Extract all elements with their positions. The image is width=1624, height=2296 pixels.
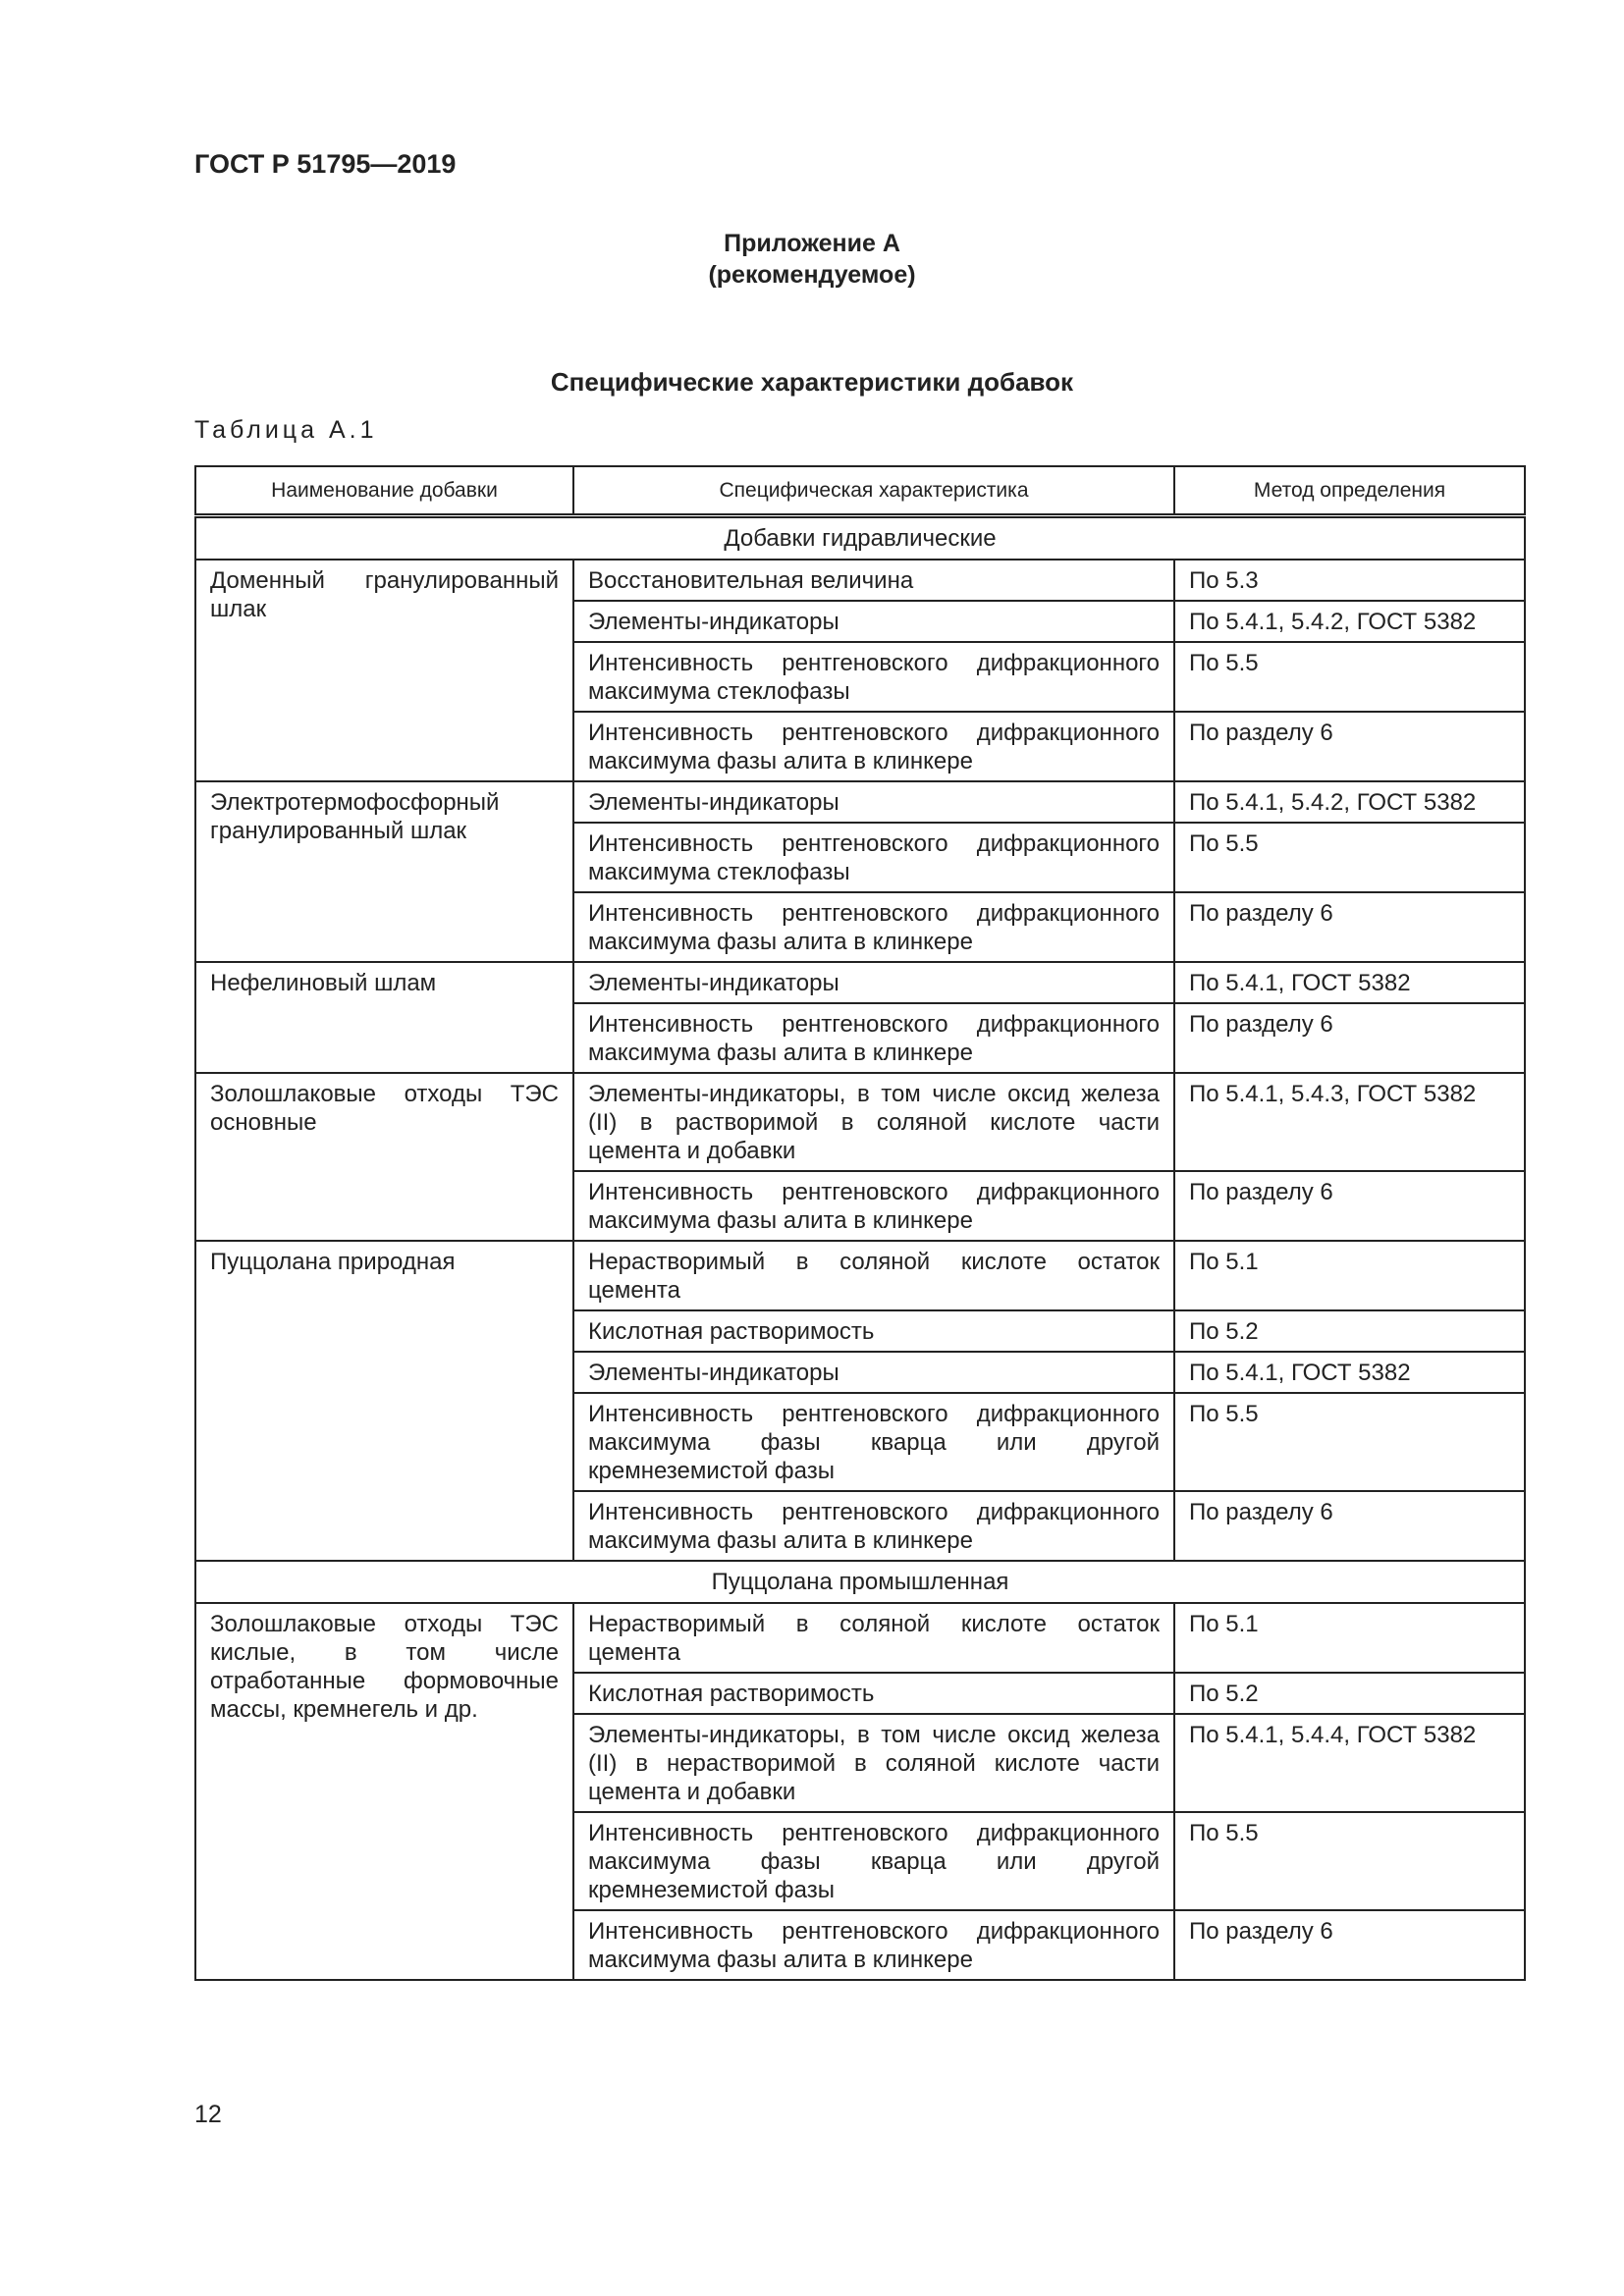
section-title: Специфические характеристики добавок (550, 367, 1074, 397)
method-cell: По 5.2 (1174, 1673, 1525, 1714)
table-header-row (195, 466, 1525, 516)
characteristic-cell: Кислотная растворимость (573, 1310, 1174, 1352)
characteristic-cell: Элементы-индикаторы (573, 601, 1174, 642)
characteristic-cell: Интенсивность рентгеновского дифракционного максимума стеклофазы (573, 823, 1174, 892)
table-row (195, 1241, 1525, 1310)
column-header-characteristic: Специфическая характеристика (573, 466, 1174, 516)
method-cell: По разделу 6 (1174, 712, 1525, 781)
method-cell: По разделу 6 (1174, 1003, 1525, 1073)
annex-title: Приложение А (724, 230, 900, 257)
table-body (195, 516, 1525, 1981)
page-number: 12 (194, 2101, 222, 2128)
characteristic-cell: Элементы-индикаторы (573, 781, 1174, 823)
method-cell: По разделу 6 (1174, 892, 1525, 962)
characteristic-cell: Элементы-индикаторы, в том числе оксид железа (II) в растворимой в соляной кислоте части цемента и добавки (573, 1073, 1174, 1171)
group-title: Добавки гидравлические (195, 516, 1525, 561)
characteristic-cell: Восстановительная величина (573, 560, 1174, 601)
table-row (195, 560, 1525, 601)
characteristic-cell: Интенсивность рентгеновского дифракционного максимума фазы алита в клинкере (573, 712, 1174, 781)
column-header-additive-name: Наименование добавки (195, 466, 573, 516)
characteristic-cell: Нерастворимый в соляной кислоте остаток цемента (573, 1603, 1174, 1673)
method-cell: По 5.5 (1174, 642, 1525, 712)
annex-heading (0, 228, 1624, 291)
characteristic-cell: Интенсивность рентгеновского дифракционного максимума фазы алита в клинкере (573, 892, 1174, 962)
characteristic-cell: Интенсивность рентгеновского дифракционного максимума фазы кварца или другой кремнеземистой фазы (573, 1812, 1174, 1910)
table-row (195, 1603, 1525, 1673)
additive-name-cell: Пуццолана природная (195, 1241, 573, 1561)
characteristic-cell: Интенсивность рентгеновского дифракционного максимума фазы алита в клинкере (573, 1171, 1174, 1241)
additive-name-cell: Доменный гранулированный шлак (195, 560, 573, 781)
method-cell: По разделу 6 (1174, 1171, 1525, 1241)
method-cell: По 5.1 (1174, 1603, 1525, 1673)
method-cell: По 5.4.1, ГОСТ 5382 (1174, 962, 1525, 1003)
method-cell: По 5.4.1, 5.4.3, ГОСТ 5382 (1174, 1073, 1525, 1171)
method-cell: По 5.4.1, 5.4.2, ГОСТ 5382 (1174, 601, 1525, 642)
method-cell: По 5.2 (1174, 1310, 1525, 1352)
additive-name-cell: Золошлаковые отходы ТЭС основные (195, 1073, 573, 1241)
group-row (195, 1561, 1525, 1603)
method-cell: По 5.5 (1174, 1393, 1525, 1491)
characteristic-cell: Интенсивность рентгеновского дифракционного максимума фазы кварца или другой кремнеземистой фазы (573, 1393, 1174, 1491)
group-row (195, 516, 1525, 561)
characteristic-cell: Элементы-индикаторы, в том числе оксид железа (II) в нерастворимой в соляной кислоте части цемента и добавки (573, 1714, 1174, 1812)
characteristic-cell: Интенсивность рентгеновского дифракционного максимума фазы алита в клинкере (573, 1003, 1174, 1073)
table-row (195, 962, 1525, 1003)
group-title: Пуццолана промышленная (195, 1561, 1525, 1603)
characteristic-cell: Кислотная растворимость (573, 1673, 1174, 1714)
additive-name-cell: Нефелиновый шлам (195, 962, 573, 1073)
additives-table (194, 465, 1526, 1981)
characteristic-cell: Элементы-индикаторы (573, 962, 1174, 1003)
characteristic-cell: Интенсивность рентгеновского дифракционного максимума фазы алита в клинкере (573, 1491, 1174, 1561)
method-cell: По 5.4.1, ГОСТ 5382 (1174, 1352, 1525, 1393)
method-cell: По разделу 6 (1174, 1910, 1525, 1980)
table-caption: Таблица А.1 (194, 416, 378, 444)
additive-name-cell: Золошлаковые отходы ТЭС кислые, в том числе отработанные формовочные массы, кремнегель и др. (195, 1603, 573, 1980)
method-cell: По 5.5 (1174, 1812, 1525, 1910)
method-cell: По 5.5 (1174, 823, 1525, 892)
characteristic-cell: Элементы-индикаторы (573, 1352, 1174, 1393)
method-cell: По 5.4.1, 5.4.2, ГОСТ 5382 (1174, 781, 1525, 823)
column-header-method: Метод определения (1174, 466, 1525, 516)
additive-name-cell: Электротермофосфорный гранулированный шлак (195, 781, 573, 962)
characteristic-cell: Интенсивность рентгеновского дифракционного максимума стеклофазы (573, 642, 1174, 712)
characteristic-cell: Интенсивность рентгеновского дифракционного максимума фазы алита в клинкере (573, 1910, 1174, 1980)
method-cell: По 5.1 (1174, 1241, 1525, 1310)
annex-status: (рекомендуемое) (708, 261, 916, 289)
method-cell: По 5.3 (1174, 560, 1525, 601)
method-cell: По разделу 6 (1174, 1491, 1525, 1561)
standard-code: ГОСТ Р 51795—2019 (194, 149, 457, 179)
characteristic-cell: Нерастворимый в соляной кислоте остаток цемента (573, 1241, 1174, 1310)
method-cell: По 5.4.1, 5.4.4, ГОСТ 5382 (1174, 1714, 1525, 1812)
table-row (195, 1073, 1525, 1171)
table-row (195, 781, 1525, 823)
